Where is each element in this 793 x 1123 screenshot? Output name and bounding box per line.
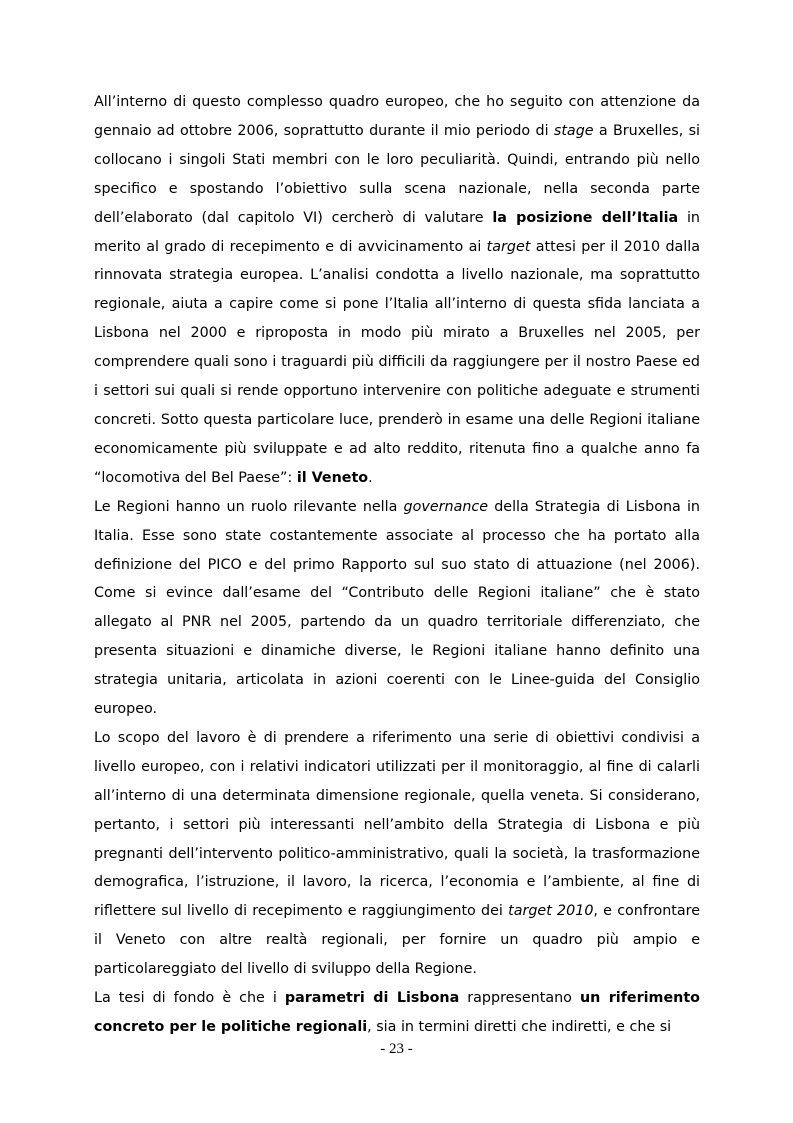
text-segment: a Bruxelles, si collocano i singoli Stati membri con le loro peculiarità. Quindi, entrando più nello specifico e spostando l’obiettivo sulla scena nazionale, nella seconda parte dell’elaborato (dal capitolo VI) cercherò di valutare <box>94 122 700 226</box>
italic-term: stage <box>553 122 594 139</box>
document-body <box>94 88 700 1042</box>
text-segment: Lo scopo del lavoro è di prendere a riferimento una serie di obiettivi condivisi a livello europeo, con i relativi indicatori utilizzati per il monitoraggio, al fine di calarli all’interno di una determinata dimensione regionale, quella veneta. Si considerano, pertanto, i settori più interessanti nell’ambito della Strategia di Lisbona e più pregnanti dell’intervento politico-amministrativo, quali la società, la trasformazione demografica, l’istruzione, il lavoro, la ricerca, l’economia e l’ambiente, al fine di riflettere sul livello di recepimento e raggiungimento dei <box>94 729 700 920</box>
text-segment: rappresentano <box>459 990 580 1007</box>
text-segment: , e confrontare il Veneto con altre realtà regionali, per fornire un quadro più ampio e particolareggiato del livello di sviluppo della Regione. <box>94 903 700 978</box>
bold-phrase: parametri di Lisbona <box>284 990 460 1007</box>
text-segment: in merito al grado di recepimento e di avvicinamento ai <box>94 209 700 255</box>
text-segment: Le Regioni hanno un ruolo rilevante nella <box>94 498 404 515</box>
page-number: - 23 - <box>380 1041 413 1057</box>
bold-phrase: un riferimento concreto per le politiche regionali <box>94 990 700 1035</box>
paragraph <box>94 493 700 724</box>
bold-phrase: la posizione dell’Italia <box>492 209 679 226</box>
paragraph <box>94 88 700 493</box>
paragraph <box>94 724 700 984</box>
italic-term: target 2010 <box>508 903 594 920</box>
paragraph <box>94 984 700 1042</box>
italic-term: governance <box>403 498 489 515</box>
italic-term: target <box>486 238 531 255</box>
text-segment: attesi per il 2010 dalla rinnovata strategia europea. L’analisi condotta a livello nazionale, ma soprattutto regionale, aiuta a capire come si pone l’Italia all’interno di questa sfida lanciata a Lisbona nel 2000 e riproposta in modo più mirato a Bruxelles nel 2005, per comprendere quali sono i traguardi più difficili da raggiungere per il nostro Paese ed i settori sui quali si rende opportuno intervenire con politiche adeguate e strumenti concreti. Sotto questa particolare luce, prenderò in esame una delle Regioni italiane economicamente più sviluppate e ad alto reddito, ritenuta fino a qualche anno fa “locomotiva del Bel Paese”: <box>94 238 700 486</box>
text-segment: La tesi di fondo è che i <box>94 990 285 1007</box>
bold-phrase: il Veneto <box>296 469 369 486</box>
text-segment: , sia in termini diretti che indiretti, e che si <box>367 1019 672 1035</box>
text-segment: della Strategia di Lisbona in Italia. Esse sono state costantemente associate al processo che ha portato alla definizione del PICO e del primo Rapporto sul suo stato di attuazione (nel 2006). Come si evince dall’esame del “Contributo delle Regioni italiane” che è stato allegato al PNR nel 2005, partendo da un quadro territoriale differenziato, che presenta situazioni e dinamiche diverse, le Regioni italiane hanno definito una strategia unitaria, articolata in azioni coerenti con le Linee-guida del Consiglio europeo. <box>94 498 700 718</box>
text-segment: All’interno di questo complesso quadro europeo, che ho seguito con attenzione da gennaio ad ottobre 2006, soprattutto durante il mio periodo di <box>94 94 700 139</box>
text-segment: . <box>368 469 373 486</box>
